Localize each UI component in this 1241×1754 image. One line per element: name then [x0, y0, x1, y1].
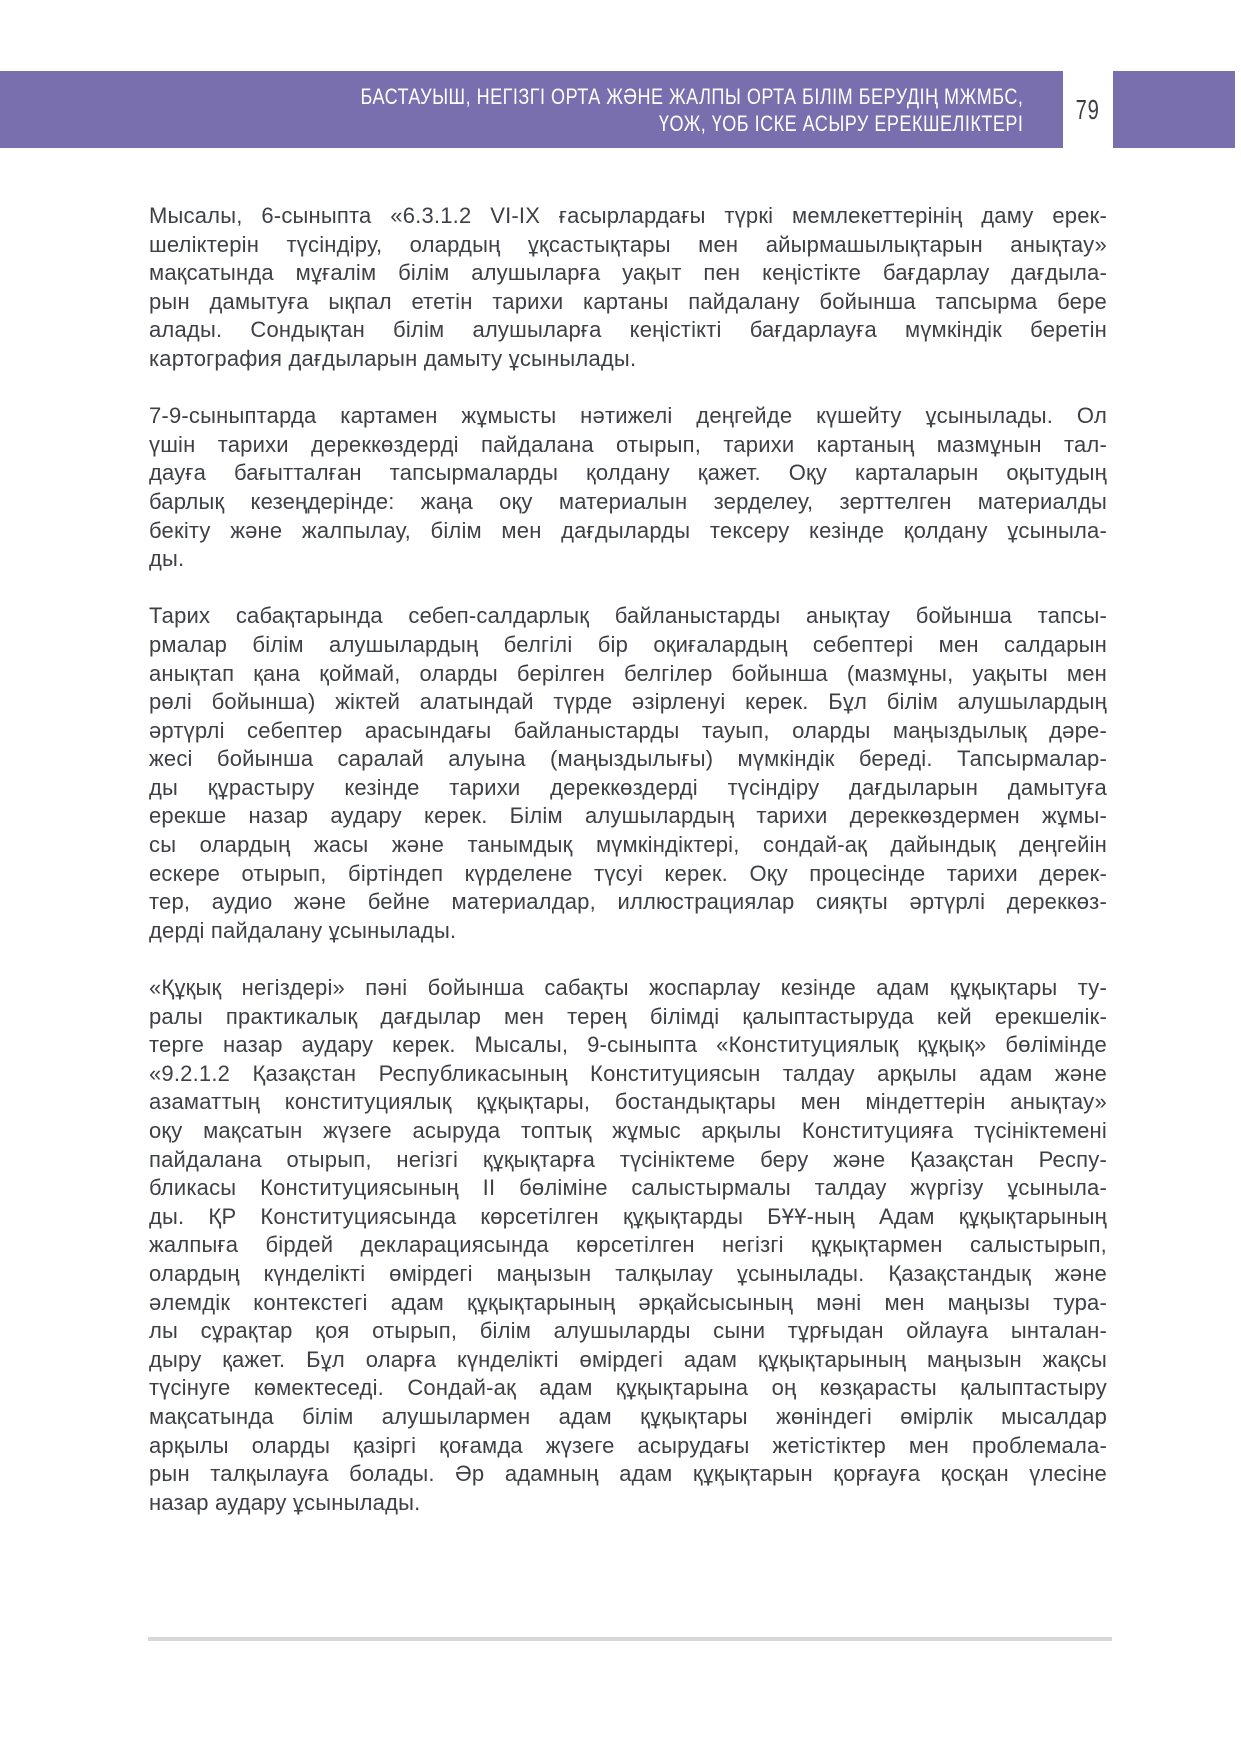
- paragraph-line: рмалар білім алушылардың белгілі бір оқиғалардың себептері мен салдарын: [149, 631, 1107, 657]
- paragraph-line: оқу мақсатын жүзеге асыруда топтық жұмыс арқылы Конституцияға түсініктемені: [149, 1118, 1107, 1143]
- paragraph-line: рын дамытуға ықпал ететін тарихи картаны пайдалану бойынша тапсырма бере: [149, 288, 1107, 314]
- paragraph-line: дыру қажет. Бұл оларға күнделікті өмірдегі адам құқықтарының маңызын жақсы: [149, 1346, 1107, 1372]
- chapter-header-band: [0, 71, 1063, 148]
- paragraph-line: Тарих сабақтарында себеп-салдарлық байланыстарды анықтау бойынша тапсы-: [149, 603, 1107, 629]
- paragraph-line: дауға бағытталған тапсырмаларды қолдану қажет. Оқу карталарын оқытудың: [149, 460, 1107, 486]
- page-number-box: [1063, 71, 1113, 148]
- paragraph-line: Мысалы, 6-сыныпта «6.3.1.2 VI-IX ғасырлардағы түркі мемлекеттерінің даму ерек-: [149, 203, 1107, 228]
- page-number: 79: [1076, 93, 1100, 125]
- paragraph-line: пайдалана отырып, негізгі құқықтарға түсініктеме беру және Қазақстан Респу-: [149, 1146, 1107, 1172]
- footer-rule: [148, 1637, 1112, 1641]
- paragraph-line: жесі бойынша саралай алуына (маңыздылығы) мүмкіндік береді. Тапсырмалар-: [149, 746, 1107, 772]
- paragraph-line: тер, аудио және бейне материалдар, иллюстрациялар сияқты әртүрлі дереккөз-: [149, 889, 1107, 915]
- paragraph-line: терге назар аудару керек. Мысалы, 9-сыныпта «Конституциялық құқық» бөлімінде: [149, 1032, 1107, 1058]
- paragraph-line: әлемдік контекстегі адам құқықтарының әрқайсысының мәні мен маңызы тура-: [149, 1289, 1107, 1315]
- paragraph-line: арқылы оларды қазіргі қоғамда жүзеге асырудағы жетістіктер мен проблемала-: [149, 1432, 1107, 1458]
- paragraph-line: рөлі бойынша) жіктей алатындай түрде әзірленуі керек. Бұл білім алушылардың: [149, 689, 1107, 715]
- paragraph-line: азаматтың конституциялық құқықтары, бостандықтары мен міндеттерін анықтау»: [149, 1089, 1107, 1115]
- paragraph-line: алады. Сондықтан білім алушыларға кеңістікті бағдарлауға мүмкіндік беретін: [149, 317, 1107, 343]
- paragraph-line: үшін тарихи дереккөздерді пайдалана отырып, тарихи картаның мазмұнын тал-: [149, 431, 1107, 457]
- paragraph-line: 7-9-сыныптарда картамен жұмысты нәтижелі деңгейде күшейту ұсынылады. Ол: [149, 403, 1107, 429]
- paragraph-line: олардың күнделікті өмірдегі маңызын талқылау ұсынылады. Қазақстандық және: [149, 1260, 1107, 1286]
- document-body: [149, 202, 1107, 1517]
- paragraph-line: дерді пайдалану ұсынылады.: [149, 917, 457, 943]
- paragraph-line: шеліктерін түсіндіру, олардың ұқсастықтары мен айырмашылықтарын анықтау»: [149, 231, 1107, 257]
- paragraph: [149, 402, 1107, 574]
- paragraph-line: жалпыға бірдей декларациясында көрсетілген негізгі құқықтармен салыстырып,: [149, 1232, 1107, 1258]
- paragraph-line: мақсатында білім алушылармен адам құқықтары жөніндегі өмірлік мысалдар: [149, 1403, 1107, 1429]
- paragraph-line: ерекше назар аудару керек. Білім алушылардың тарихи дереккөздермен жұмы-: [149, 803, 1107, 829]
- paragraph-line: барлық кезеңдерінде: жаңа оқу материалын зерделеу, зерттелген материалды: [149, 488, 1107, 514]
- paragraph: [149, 974, 1107, 1517]
- paragraph-line: анықтап қана қоймай, оларды берілген белгілер бойынша (мазмұны, уақыты мен: [149, 660, 1107, 686]
- paragraph-line: бекіту және жалпылау, білім мен дағдыларды тексеру кезінде қолдану ұсыныла-: [149, 517, 1107, 543]
- paragraph-line: назар аудару ұсынылады.: [149, 1489, 421, 1515]
- paragraph-line: сы олардың жасы және танымдық мүмкіндіктері, сондай-ақ дайындық деңгейін: [149, 832, 1107, 858]
- paragraph-line: ды құрастыру кезінде тарихи дереккөздерді түсіндіру дағдыларын дамытуға: [149, 774, 1107, 800]
- paragraph-line: картография дағдыларын дамыту ұсынылады.: [149, 345, 637, 371]
- paragraph-line: лы сұрақтар қоя отырып, білім алушыларды сыни тұрғыдан ойлауға ынталан-: [149, 1318, 1107, 1344]
- paragraph-line: бликасы Конституциясының II бөліміне салыстырмалы талдау жүргізу ұсыныла-: [149, 1175, 1107, 1201]
- chapter-header-line2: ҮОЖ, ҮОБ ІСКЕ АСЫРУ ЕРЕКШЕЛІКТЕРІ: [658, 110, 1023, 136]
- paragraph-line: мақсатында мұғалім білім алушыларға уақыт пен кеңістікте бағдарлау дағдыла-: [149, 260, 1107, 286]
- paragraph: [149, 202, 1107, 374]
- paragraph-line: ескере отырып, біртіндеп күрделене түсуі керек. Оқу процесінде тарихи дерек-: [149, 860, 1107, 886]
- header-accent-square: [1113, 71, 1235, 148]
- chapter-header-line1: БАСТАУЫШ, НЕГІЗГІ ОРТА ЖӘНЕ ЖАЛПЫ ОРТА БІЛІМ БЕРУДІҢ МЖМБС,: [360, 83, 1023, 109]
- paragraph-line: «Құқық негіздері» пәні бойынша сабақты жоспарлау кезінде адам құқықтары ту-: [149, 975, 1107, 1001]
- paragraph-line: ды. ҚР Конституциясында көрсетілген құқықтарды БҰҰ-ның Адам құқықтарының: [149, 1203, 1107, 1229]
- paragraph-line: әртүрлі себептер арасындағы байланыстарды тауып, оларды маңыздылық дәре-: [149, 717, 1107, 743]
- paragraph-line: рын талқылауға болады. Әр адамның адам құқықтарын қорғауға қосқан үлесіне: [149, 1461, 1107, 1487]
- chapter-header-title: [360, 83, 1023, 137]
- paragraph: [149, 602, 1107, 945]
- paragraph-line: ды.: [149, 546, 185, 572]
- paragraph-line: түсінуге көмектеседі. Сондай-ақ адам құқықтарына оң көзқарасты қалыптастыру: [149, 1375, 1107, 1401]
- paragraph-line: ралы практикалық дағдылар мен терең білімді қалыптастыруда кей ерекшелік-: [149, 1003, 1107, 1029]
- paragraph-line: «9.2.1.2 Қазақстан Республикасының Конституциясын талдау арқылы адам және: [149, 1060, 1107, 1086]
